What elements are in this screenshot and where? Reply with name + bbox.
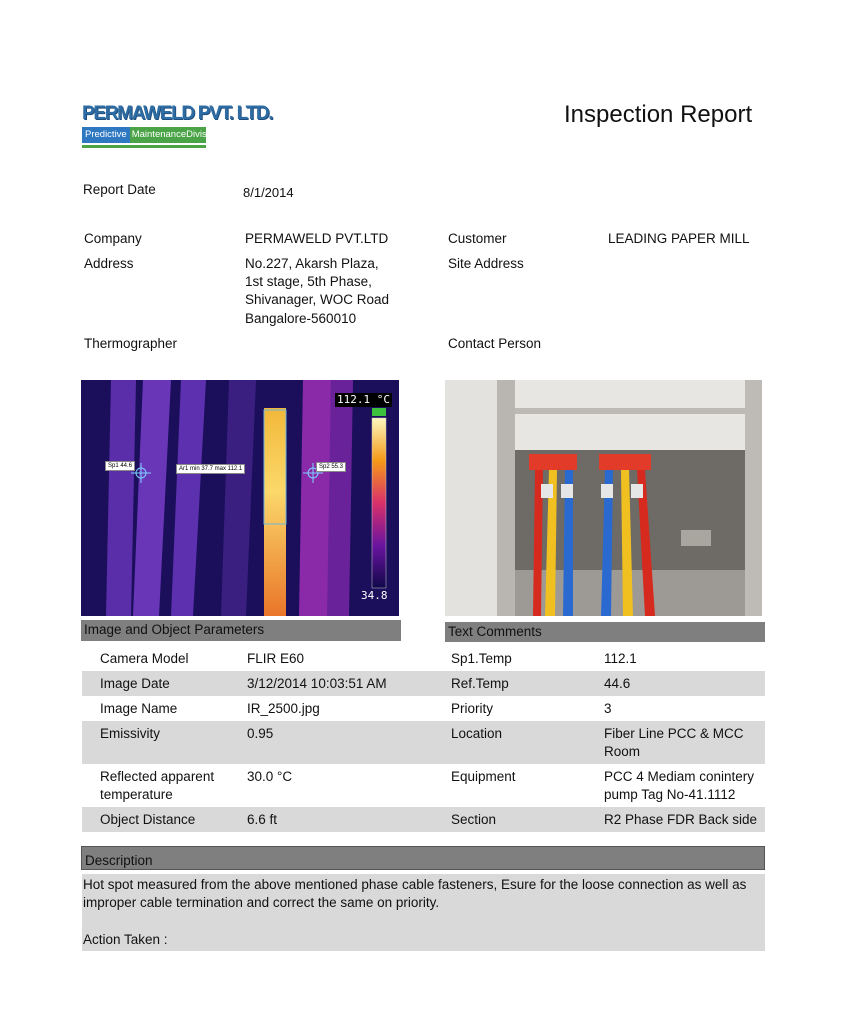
thermographer-label: Thermographer (84, 336, 178, 351)
customer-value: LEADING PAPER MILL (608, 231, 750, 246)
address-label: Address (84, 256, 134, 271)
address-line-3: Shivanager, WOC Road (245, 292, 390, 307)
param-value: 3/12/2014 10:03:51 AM (247, 676, 387, 691)
address-line-2: 1st stage, 5th Phase, (245, 274, 372, 289)
text-comments-header: Text Comments (445, 622, 765, 642)
param-row (82, 646, 765, 671)
company-logo: PERMAWELD PVT. LTD. (82, 103, 273, 124)
visual-photo (445, 380, 762, 616)
thermal-max-temp: 112.1 °C (337, 393, 390, 406)
address-line-1: No.227, Akarsh Plaza, (245, 256, 379, 271)
param-row (82, 807, 765, 832)
comment-label: Location (451, 726, 503, 741)
param-row (82, 696, 765, 721)
param-row (82, 671, 765, 696)
comment-value: 112.1 (604, 651, 637, 666)
thermal-min-temp: 34.8 (361, 589, 388, 602)
action-taken-label: Action Taken : (83, 932, 168, 947)
logo-underline (82, 145, 206, 148)
logo-tagline (82, 127, 220, 143)
param-label: Camera Model (100, 651, 189, 666)
visual-photo-graphic (445, 380, 762, 616)
site-address-label: Site Address (448, 256, 524, 271)
comment-label: Section (451, 812, 497, 827)
comment-value: 44.6 (604, 676, 631, 691)
comment-value: R2 Phase FDR Back side (604, 812, 758, 827)
param-label: Image Name (100, 701, 178, 716)
param-label: Emissivity (100, 726, 160, 741)
description-box (82, 874, 765, 951)
address-line-4: Bangalore-560010 (245, 311, 357, 326)
image-params-header: Image and Object Parameters (81, 620, 401, 641)
description-text: Hot spot measured from the above mentioned phase cable fasteners, Esure for the loose connection as well as improper cable termination and correct the same on priority. (83, 877, 747, 910)
param-row (82, 721, 765, 764)
report-date-label: Report Date (83, 182, 156, 197)
comment-label: Sp1.Temp (451, 651, 512, 666)
company-value: PERMAWELD PVT.LTD (245, 231, 389, 246)
param-label: Object Distance (100, 812, 196, 827)
comment-value: PCC 4 Mediam conintery pump Tag No-41.1112 (604, 769, 755, 802)
param-label: Reflected apparent temperature (100, 769, 215, 802)
comment-label: Equipment (451, 769, 516, 784)
thermal-sp2-label: Sp2 55.3 (316, 462, 346, 472)
contact-person-label: Contact Person (448, 336, 542, 351)
parameters-table (82, 646, 765, 832)
thermal-image (81, 380, 399, 616)
company-label: Company (84, 231, 142, 246)
param-value: 30.0 °C (247, 769, 293, 784)
customer-label: Customer (448, 231, 507, 246)
thermal-image-graphic (81, 380, 399, 616)
param-row (82, 764, 765, 807)
param-label: Image Date (100, 676, 170, 691)
comment-value: Fiber Line PCC & MCC Room (604, 726, 744, 759)
thermal-ar1-label: Ar1 min 37.7 max 112.1 (176, 464, 245, 474)
param-value: FLIR E60 (247, 651, 305, 666)
description-header: Description (81, 846, 765, 870)
logo-tagline-pre: Predictive (82, 127, 130, 143)
param-value: 0.95 (247, 726, 274, 741)
report-title: Inspection Report (564, 101, 753, 128)
report-date-value: 8/1/2014 (243, 185, 294, 200)
thermal-sp1-label: Sp1 44.6 (105, 461, 135, 471)
comment-label: Priority (451, 701, 494, 716)
param-value: IR_2500.jpg (247, 701, 320, 716)
param-value: 6.6 ft (247, 812, 278, 827)
comment-value: 3 (604, 701, 612, 716)
comment-label: Ref.Temp (451, 676, 509, 691)
logo-tagline-post: MaintenanceDivision (131, 129, 220, 140)
